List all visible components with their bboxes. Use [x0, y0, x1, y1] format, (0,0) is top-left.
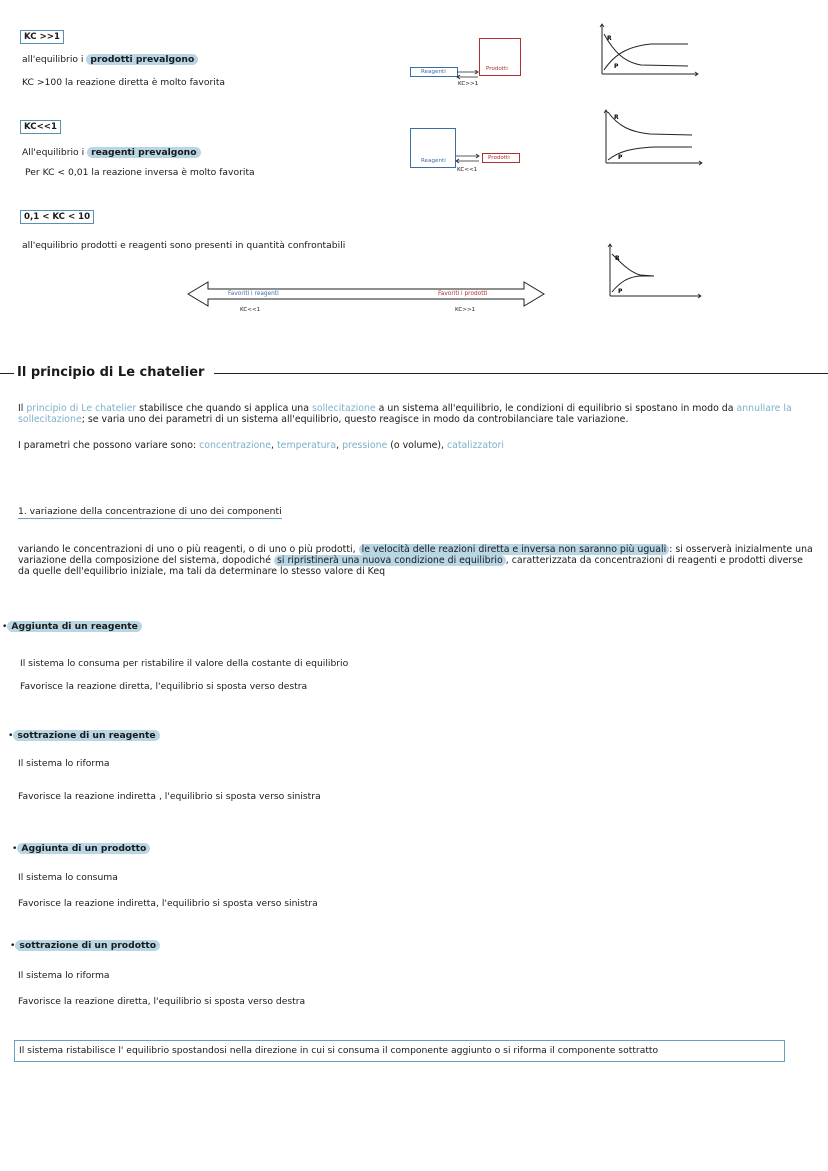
case2-line1 — [22, 147, 201, 158]
case1-line2: KC >100 la reazione diretta è molto favorita — [22, 77, 226, 88]
arrow-left-text: Favoriti i reagenti — [228, 291, 279, 297]
intro-annullare: annullare la sollecitazione — [18, 403, 792, 425]
item3-line1: Il sistema lo consuma — [18, 872, 118, 883]
case2-equilibrium-arrows — [455, 154, 481, 164]
item1-bullet: • — [2, 621, 8, 632]
intro-principle: principio di Le chatelier — [26, 403, 137, 414]
item4-title-text: sottrazione di un prodotto — [15, 940, 160, 951]
intro-params: I parametri che possono variare sono: concentrazione, temperatura, pressione (o volume), catalizzatori — [18, 440, 504, 451]
item2-line2: Favorisce la reazione indiretta , l'equilibrio si sposta verso sinistra — [18, 791, 321, 802]
case3-graph-r: R — [615, 255, 620, 262]
case1-reagent-box — [410, 67, 458, 77]
case1-equilibrium-arrows — [456, 70, 480, 80]
case2-line1-prefix: All'equilibrio i — [22, 147, 88, 158]
arrow-right-sub: KC>>1 — [455, 307, 476, 313]
intro-p1: Il — [18, 403, 24, 414]
item2-title-text: sottrazione di un reagente — [13, 730, 159, 741]
case1-product-box — [479, 38, 521, 76]
case2-label: KC<<1 — [20, 120, 61, 134]
intro-sollecitazione: sollecitazione — [311, 403, 376, 414]
param-pressione: pressione — [342, 440, 388, 451]
case1-graph-r: R — [607, 35, 612, 42]
case3-graph — [604, 242, 704, 300]
case2-product-text: Prodotti — [488, 155, 510, 161]
case2-reagent-box — [410, 128, 456, 168]
case1-reagent-text: Reagenti — [421, 69, 446, 75]
params-prefix: I parametri che possono variare sono: — [18, 440, 200, 451]
case2-line2: Per KC < 0,01 la reazione inversa è molto favorita — [25, 167, 255, 178]
param-temperatura: temperatura — [277, 440, 337, 451]
case2-diagram — [410, 128, 525, 178]
case1-line1-prefix: all'equilibrio i — [22, 54, 87, 65]
item4-bullet: • — [10, 940, 16, 951]
item3-bullet: • — [12, 843, 18, 854]
case1-diagram — [410, 36, 525, 88]
conc-c: : si osserverà inizialmente una variazione della composizione del sistema, dopodiché — [18, 544, 813, 566]
item4-title — [10, 940, 160, 951]
intro-paragraph — [18, 404, 808, 426]
concentration-paragraph — [18, 545, 816, 577]
item2-line1: Il sistema lo riforma — [18, 758, 110, 769]
conc-highlight-new-equilibrium: si ripristinerà una nuova condizione di equilibrio — [274, 555, 506, 566]
case3-graph-p: P — [618, 288, 623, 295]
case2-graph-r: R — [614, 114, 619, 121]
case2-graph — [600, 108, 705, 168]
section-rule-right — [214, 373, 828, 374]
case1-product-text: Prodotti — [486, 66, 508, 72]
case1-graph — [596, 22, 701, 80]
case3-line1: all'equilibrio prodotti e reagenti sono presenti in quantità confrontabili — [22, 240, 346, 251]
item3-title-text: Aggiunta di un prodotto — [17, 843, 150, 854]
item3-title — [12, 843, 150, 854]
item1-title — [2, 621, 142, 632]
case1-highlight: prodotti prevalgono — [86, 54, 198, 65]
case1-arrow-label: KC>>1 — [458, 81, 479, 87]
param-catalizzatori: catalizzatori — [446, 440, 504, 451]
intro-p3: stabilisce che quando si applica una — [136, 403, 312, 414]
subsection-title: 1. variazione della concentrazione di uno dei componenti — [18, 506, 282, 517]
item1-line2: Favorisce la reazione diretta, l'equilibrio si sposta verso destra — [20, 681, 308, 692]
summary-box: Il sistema ristabilisce l' equilibrio spostandosi nella direzione in cui si consuma il componente aggiunto o si riforma il componente sottratto — [14, 1040, 785, 1062]
section-title: Il principio di Le chatelier — [17, 365, 205, 380]
item3-line2: Favorisce la reazione indiretta, l'equilibrio si sposta verso sinistra — [18, 898, 318, 909]
item4-line1: Il sistema lo riforma — [18, 970, 110, 981]
param-concentrazione: concentrazione — [199, 440, 272, 451]
item2-bullet: • — [8, 730, 14, 741]
case2-highlight: reagenti prevalgono — [87, 147, 200, 158]
conc-e: , caratterizzata da concentrazioni di reagenti e prodotti diverse da quelle dell'equilibrio iniziale, ma tali da determinare lo stesso valore di Keq — [18, 554, 803, 577]
conc-a: variando le concentrazioni di uno o più reagenti, o di uno o più prodotti, — [18, 544, 359, 555]
case2-product-box — [482, 153, 520, 163]
case1-label: KC >>1 — [20, 30, 64, 44]
param-volume: (o volume), — [387, 440, 447, 451]
section-rule-left — [0, 373, 14, 374]
arrow-right-text: Favoriti i prodotti — [438, 291, 488, 297]
conc-highlight-speeds: le velocità delle reazioni diretta e inversa non saranno più uguali — [359, 544, 670, 555]
case2-reagent-text: Reagenti — [421, 158, 446, 164]
item4-line2: Favorisce la reazione diretta, l'equilibrio si sposta verso destra — [18, 996, 306, 1007]
arrow-left-sub: KC<<1 — [240, 307, 261, 313]
item1-title-text: Aggiunta di un reagente — [7, 621, 141, 632]
item2-title — [8, 730, 160, 741]
case2-graph-p: P — [618, 154, 623, 161]
case1-graph-p: P — [614, 63, 619, 70]
case2-arrow-label: KC<<1 — [457, 167, 478, 173]
case3-label: 0,1 < KC < 10 — [20, 210, 94, 224]
case1-line1 — [22, 54, 198, 65]
intro-p5: a un sistema all'equilibrio, le condizioni di equilibrio si spostano in modo da — [375, 403, 737, 414]
item1-line1: Il sistema lo consuma per ristabilire il valore della costante di equilibrio — [20, 658, 349, 669]
intro-p7: ; se varia uno dei parametri di un sistema all'equilibrio, questo reagisce in modo da controbilanciare tale variazione. — [81, 413, 629, 425]
